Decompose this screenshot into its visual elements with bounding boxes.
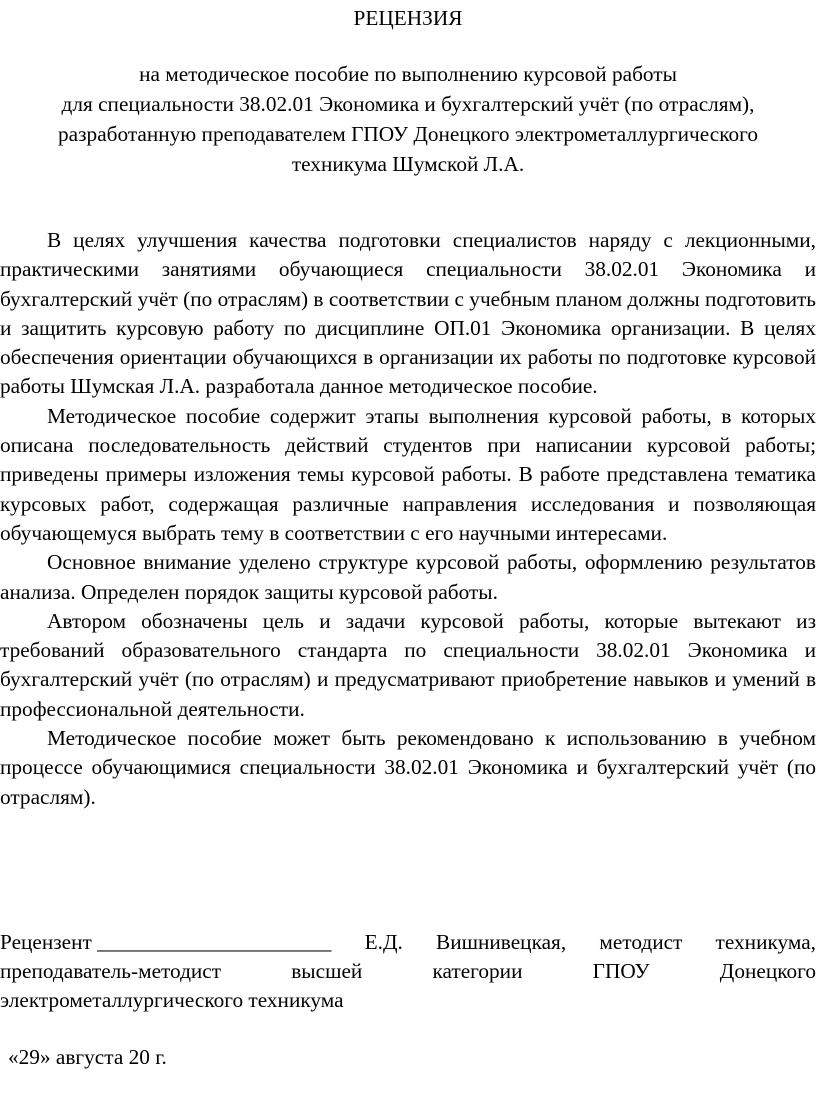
reviewer-signature-block (0, 928, 816, 1015)
subtitle-line: разработанную преподавателем ГПОУ Донецкого электрометаллургического (58, 122, 758, 146)
reviewer-position-word: Донецкого (719, 959, 816, 983)
subtitle-line: на методическое пособие по выполнению курсовой работы (139, 62, 677, 86)
subtitle-line: техникума Шумской Л.А. (291, 152, 525, 176)
reviewer-initials: Е.Д. (364, 930, 403, 954)
reviewer-position-word: преподаватель-методист (0, 959, 222, 983)
reviewer-line (0, 928, 816, 957)
reviewer-line: электрометаллургического техникума (0, 988, 344, 1012)
document-subtitle (0, 59, 816, 179)
reviewer-position-word: ГПОУ (592, 959, 650, 983)
document-title: РЕЦЕНЗИЯ (353, 6, 463, 30)
subtitle-line: для специальности 38.02.01 Экономика и бухгалтерский учёт (по отраслям), (61, 92, 755, 116)
reviewer-position-word: техникума, (715, 930, 816, 954)
body-paragraph: В целях улучшения качества подготовки специалистов наряду с лекционными, практическими занятиями обучающиеся специальности 38.02.01 Экономика и бухгалтерский учёт (по отраслям) в соответствии с учебным планом должны подготовить и защитить курсовую работу по дисциплине ОП.01 Экономика организации. В целях обеспечения ориентации обучающихся в организации их работы по подготовке курсовой работы Шумская Л.А. разработала данное методическое пособие. (0, 228, 816, 399)
body-paragraph: Методическое пособие может быть рекомендовано к использованию в учебном процессе обучающимися специальности 38.02.01 Экономика и бухгалтерский учёт (по отраслям). (0, 726, 816, 809)
review-date: «29» августа 20 г. (8, 1045, 167, 1069)
body-paragraph: Основное внимание уделено структуре курсовой работы, оформлению результатов анализа. Определен порядок защиты курсовой работы. (0, 550, 816, 604)
reviewer-surname: Вишнивецкая, (436, 930, 567, 954)
reviewer-position-word: категории (432, 959, 523, 983)
reviewer-line (0, 957, 816, 986)
reviewer-label: Рецензент ______________________ (0, 930, 332, 954)
reviewer-position-word: методист (599, 930, 683, 954)
signature-blank: ______________________ (97, 930, 332, 954)
body-paragraph: Автором обозначены цель и задачи курсовой работы, которые вытекают из требований образовательного стандарта по специальности 38.02.01 Экономика и бухгалтерский учёт (по отраслям) и предусматривают приобретение навыков и умений в профессиональной деятельности. (0, 608, 816, 721)
body-paragraph: Методическое пособие содержит этапы выполнения курсовой работы, в которых описана последовательность действий студентов при написании курсовой работы; приведены примеры изложения темы курсовой работы. В работе представлена тематика курсовых работ, содержащая различные направления исследования и позволяющая обучающемуся выбрать тему в соответствии с его научными интересами. (0, 403, 816, 545)
review-body (0, 226, 816, 812)
reviewer-position-word: высшей (291, 959, 363, 983)
